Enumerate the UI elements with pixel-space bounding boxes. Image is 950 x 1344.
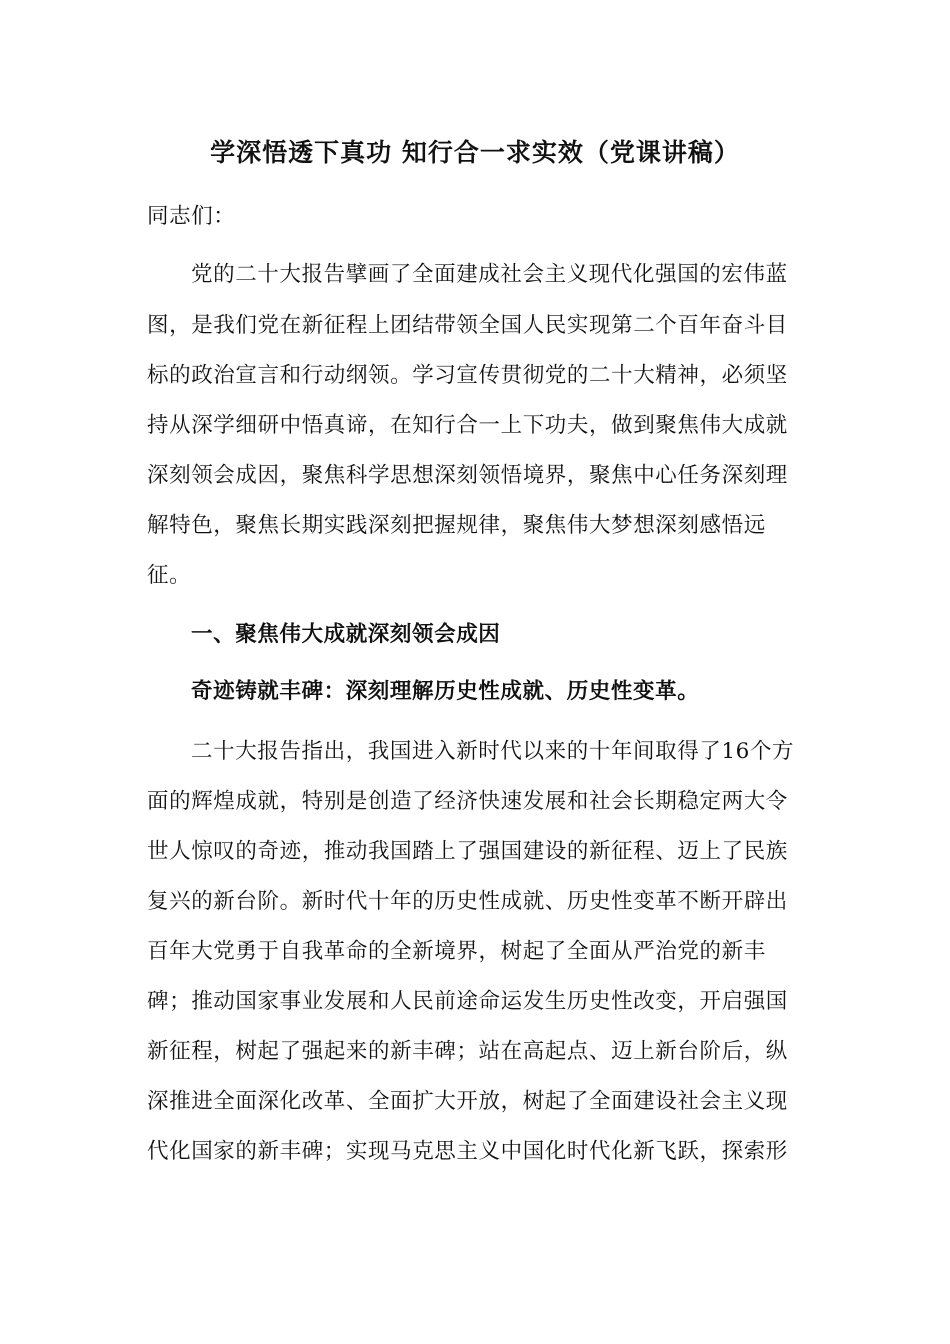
body-line: 复兴的新台阶。新时代十年的历史性成就、历史性变革不断开辟出	[147, 889, 788, 914]
body-line: 代化国家的新丰碑；实现马克思主义中国化时代化新飞跃，探索形	[147, 1139, 788, 1164]
section-heading: 一、聚焦伟大成就深刻领会成因	[191, 622, 501, 647]
body-line: 世人惊叹的奇迹，推动我国踏上了强国建设的新征程、迈上了民族	[147, 839, 788, 864]
document-title: 学深悟透下真功 知行合一求实效（党课讲稿）	[210, 138, 740, 167]
intro-line: 标的政治宣言和行动纲领。学习宣传贯彻党的二十大精神，必须坚	[147, 363, 788, 388]
intro-line: 深刻领会成因，聚焦科学思想深刻领悟境界，聚焦中心任务深刻理	[147, 463, 788, 488]
body-line: 深推进全面深化改革、全面扩大开放，树起了全面建设社会主义现	[147, 1089, 788, 1114]
salutation: 同志们：	[147, 204, 236, 229]
intro-line: 解特色，聚焦长期实践深刻把握规律，聚焦伟大梦想深刻感悟远	[147, 513, 766, 538]
intro-line: 图，是我们党在新征程上团结带领全国人民实现第二个百年奋斗目	[147, 313, 788, 338]
body-line: 碑；推动国家事业发展和人民前途命运发生历史性改变，开启强国	[147, 989, 788, 1014]
subheading: 奇迹铸就丰碑：深刻理解历史性成就、历史性变革。	[191, 679, 700, 704]
body-line: 新征程，树起了强起来的新丰碑；站在高起点、迈上新台阶后，纵	[147, 1039, 788, 1064]
intro-line: 征。	[147, 563, 192, 588]
body-line: 面的辉煌成就，特别是创造了经济快速发展和社会长期稳定两大令	[147, 789, 788, 814]
body-line: 百年大党勇于自我革命的全新境界，树起了全面从严治党的新丰	[147, 939, 766, 964]
intro-line: 持从深学细研中悟真谛，在知行合一上下功夫，做到聚焦伟大成就	[147, 413, 788, 438]
body-line: 二十大报告指出，我国进入新时代以来的十年间取得了16个方	[191, 739, 795, 764]
intro-line: 党的二十大报告擘画了全面建成社会主义现代化强国的宏伟蓝	[191, 262, 788, 287]
